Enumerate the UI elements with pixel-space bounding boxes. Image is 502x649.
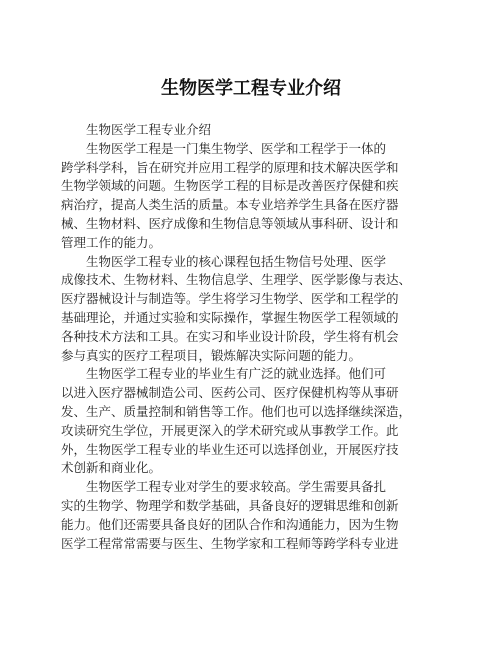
text-line: 病治疗，提高人类生活的质量。本专业培养学生具备在医疗器	[61, 197, 399, 213]
text-line: 生物医学工程专业对学生的要求较高。学生需要具备扎	[61, 479, 387, 495]
text-line: 生物医学工程专业的核心课程包括生物信号处理、医学	[61, 253, 387, 269]
text-line: 生物医学工程专业介绍	[61, 122, 212, 137]
text-line: 管理工作的能力。	[61, 234, 162, 250]
text-line: 生物医学工程是一门集生物学、医学和工程学于一体的	[61, 140, 387, 156]
text-line: 医学工程常常需要与医生、生物学家和工程师等跨学科专业进	[61, 535, 399, 551]
text-line: 实的生物学、物理学和数学基础，具备良好的逻辑思维和创新	[61, 497, 399, 513]
text-line: 外，生物医学工程专业的毕业生还可以选择创业，开展医疗技	[61, 441, 399, 457]
text-line: 跨学科学科，旨在研究并应用工程学的原理和技术解决医学和	[61, 159, 399, 175]
text-line: 发、生产、质量控制和销售等工作。他们也可以选择继续深造，	[61, 403, 412, 419]
document-title: 生物医学工程专业介绍	[161, 78, 341, 99]
text-line: 各种技术方法和工具。在实习和毕业设计阶段，学生将有机会	[61, 328, 399, 344]
text-line: 基础理论，并通过实验和实际操作，掌握生物医学工程领域的	[61, 309, 399, 325]
text-line: 生物学领域的问题。生物医学工程的目标是改善医疗保健和疾	[61, 178, 399, 194]
text-line: 攻读研究生学位，开展更深入的学术研究或从事教学工作。此	[61, 422, 399, 438]
text-line: 参与真实的医疗工程项目，锻炼解决实际问题的能力。	[61, 347, 362, 363]
text-line: 械、生物材料、医疗成像和生物信息等领域从事科研、设计和	[61, 215, 399, 231]
text-line: 生物医学工程专业的毕业生有广泛的就业选择。他们可	[61, 366, 387, 382]
text-line: 能力。他们还需要具备良好的团队合作和沟通能力，因为生物	[61, 516, 399, 532]
text-line: 医疗器械设计与制造等。学生将学习生物学、医学和工程学的	[61, 291, 399, 307]
document-body	[61, 121, 441, 553]
text-line: 成像技术、生物材料、生物信息学、生理学、医学影像与表达、	[61, 272, 412, 288]
text-line: 术创新和商业化。	[61, 460, 162, 476]
text-line: 以进入医疗器械制造公司、医药公司、医疗保健机构等从事研	[61, 385, 399, 401]
